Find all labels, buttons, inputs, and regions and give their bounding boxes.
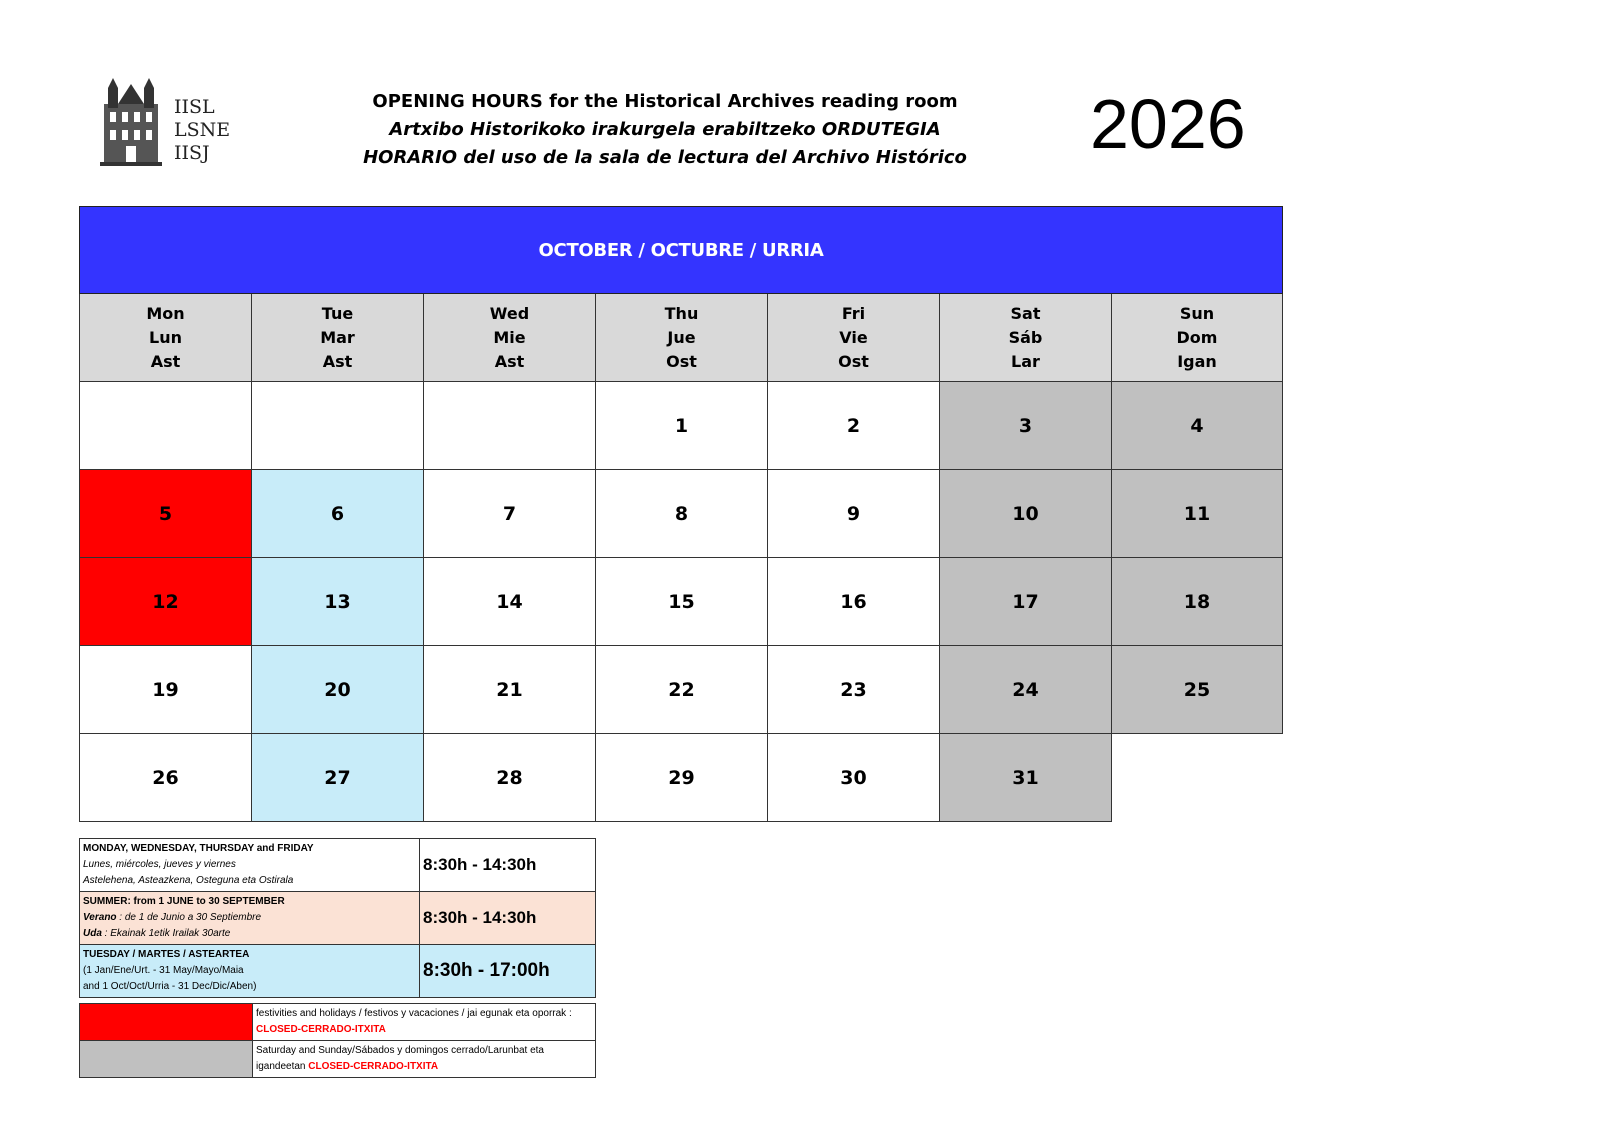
logo-line: IISJ	[174, 142, 210, 164]
day-cell-22: 22	[595, 646, 767, 734]
page-heading	[360, 88, 970, 172]
weekday-label: Sáb	[1008, 327, 1043, 347]
weekday-header-sun	[1111, 294, 1283, 382]
legend-tuesday-title: TUESDAY / MARTES / ASTEARTEA	[83, 949, 250, 960]
weekday-label: Jue	[667, 327, 696, 347]
day-cell-27: 27	[251, 734, 423, 822]
day-cell-30: 30	[767, 734, 939, 822]
weekday-label: Wed	[489, 303, 530, 323]
day-cell-25: 25	[1111, 646, 1283, 734]
weekday-label: Dom	[1176, 327, 1218, 347]
day-cell-28: 28	[423, 734, 595, 822]
day-cell-29: 29	[595, 734, 767, 822]
calendar-week-row	[79, 558, 1283, 646]
legend-row-holiday	[80, 1004, 596, 1041]
day-cell-21: 21	[423, 646, 595, 734]
day-cell-17: 17	[939, 558, 1111, 646]
calendar-grid	[79, 382, 1283, 822]
institution-logo	[96, 74, 236, 170]
legend-row-tuesday	[80, 945, 596, 998]
heading-english: OPENING HOURS for the Historical Archives reading room	[372, 91, 958, 112]
legend-row-regular	[80, 839, 596, 892]
day-cell-16: 16	[767, 558, 939, 646]
day-cell-12: 12	[79, 558, 251, 646]
day-cell-11: 11	[1111, 470, 1283, 558]
day-cell-7: 7	[423, 470, 595, 558]
legend-regular-eu: Astelehena, Asteazkena, Osteguna eta Ostirala	[83, 875, 294, 886]
month-header	[79, 206, 1283, 294]
weekday-header-tue	[251, 294, 423, 382]
month-title: OCTOBER / OCTUBRE / URRIA	[538, 239, 824, 261]
legend-holiday-note	[253, 1004, 596, 1041]
legend-summer-es: : de 1 de Junio a 30 Septiembre	[116, 912, 262, 923]
legend-table	[79, 838, 596, 998]
day-cell-24: 24	[939, 646, 1111, 734]
legend-weekend-text: Saturday and Sunday/Sábados y domingos cerrado/Larunbat eta igandeetan	[256, 1045, 544, 1072]
weekday-label: Ast	[494, 351, 525, 371]
legend-closed-table	[79, 1003, 596, 1078]
legend-summer-desc	[80, 892, 420, 945]
legend-row-summer	[80, 892, 596, 945]
weekday-label: Mie	[493, 327, 526, 347]
day-cell-1: 1	[595, 382, 767, 470]
calendar	[79, 206, 1283, 822]
day-cell-9: 9	[767, 470, 939, 558]
weekday-header-fri	[767, 294, 939, 382]
weekend-swatch	[80, 1041, 253, 1078]
weekday-label: Ost	[666, 351, 697, 371]
weekday-label: Mon	[146, 303, 185, 323]
logo-text	[174, 96, 230, 165]
day-cell-26: 26	[79, 734, 251, 822]
legend-regular-desc	[80, 839, 420, 892]
heading-spanish: HORARIO del uso de la sala de lectura del Archivo Histórico	[363, 147, 967, 168]
day-cell-14: 14	[423, 558, 595, 646]
day-cell-6: 6	[251, 470, 423, 558]
weekday-label: Sat	[1010, 303, 1041, 323]
legend-holiday-closed: CLOSED-CERRADO-ITXITA	[256, 1024, 386, 1035]
legend-summer-hours: 8:30h - 14:30h	[420, 892, 596, 945]
legend-summer-es-label: Verano	[83, 912, 117, 923]
legend-tuesday-range1: (1 Jan/Ene/Urt. - 31 May/Mayo/Maia	[83, 965, 244, 976]
legend-summer-title: SUMMER: from 1 JUNE to 30 SEPTEMBER	[83, 896, 285, 907]
legend-tuesday-range2: and 1 Oct/Oct/Urria - 31 Dec/Dic/Aben)	[83, 981, 257, 992]
day-cell-5: 5	[79, 470, 251, 558]
weekday-label: Mar	[320, 327, 355, 347]
day-cell-empty	[423, 382, 595, 470]
year-label: 2026	[1090, 85, 1246, 163]
day-cell-10: 10	[939, 470, 1111, 558]
logo-line: LSNE	[174, 119, 231, 141]
calendar-week-row	[79, 734, 1283, 822]
day-cell-18: 18	[1111, 558, 1283, 646]
legend-regular-es: Lunes, miércoles, jueves y viernes	[83, 859, 236, 870]
day-cell-empty	[251, 382, 423, 470]
day-cell-13: 13	[251, 558, 423, 646]
day-cell-19: 19	[79, 646, 251, 734]
weekday-header-mon	[79, 294, 251, 382]
legend-summer-eu: : Ekainak 1etik Irailak 30arte	[101, 928, 231, 939]
weekday-header-sat	[939, 294, 1111, 382]
weekday-header-row	[79, 294, 1283, 382]
weekday-label: Sun	[1179, 303, 1215, 323]
weekday-label: Tue	[321, 303, 354, 323]
legend-regular-hours: 8:30h - 14:30h	[420, 839, 596, 892]
day-cell-15: 15	[595, 558, 767, 646]
weekday-label: Vie	[839, 327, 868, 347]
building-icon	[96, 74, 166, 170]
weekday-label: Lun	[149, 327, 182, 347]
calendar-week-row	[79, 646, 1283, 734]
weekday-header-wed	[423, 294, 595, 382]
weekday-label: Ost	[838, 351, 869, 371]
weekday-label: Fri	[841, 303, 866, 323]
day-cell-4: 4	[1111, 382, 1283, 470]
legend-tuesday-desc	[80, 945, 420, 998]
calendar-week-row	[79, 470, 1283, 558]
weekday-label: Ast	[322, 351, 353, 371]
legend-weekend-note	[253, 1041, 596, 1078]
logo-line: IISL	[174, 96, 215, 118]
weekday-label: Igan	[1177, 351, 1217, 371]
calendar-week-row	[79, 382, 1283, 470]
legend-holiday-text: festivities and holidays / festivos y vacaciones / jai egunak eta oporrak :	[256, 1008, 572, 1019]
weekday-label: Ast	[150, 351, 181, 371]
day-cell-2: 2	[767, 382, 939, 470]
legend-summer-eu-label: Uda	[83, 928, 102, 939]
weekday-header-thu	[595, 294, 767, 382]
day-cell-3: 3	[939, 382, 1111, 470]
day-cell-23: 23	[767, 646, 939, 734]
holiday-swatch	[80, 1004, 253, 1041]
day-cell-empty	[1111, 734, 1283, 822]
legend-weekend-closed: CLOSED-CERRADO-ITXITA	[308, 1061, 439, 1072]
legend-regular-title: MONDAY, WEDNESDAY, THURSDAY and FRIDAY	[83, 843, 314, 854]
weekday-label: Lar	[1011, 351, 1040, 371]
day-cell-31: 31	[939, 734, 1111, 822]
heading-basque: Artxibo Historikoko irakurgela erabiltzeko ORDUTEGIA	[389, 119, 941, 140]
day-cell-20: 20	[251, 646, 423, 734]
legend-row-weekend	[80, 1041, 596, 1078]
weekday-label: Thu	[664, 303, 699, 323]
day-cell-empty	[79, 382, 251, 470]
day-cell-8: 8	[595, 470, 767, 558]
legend-tuesday-hours: 8:30h - 17:00h	[420, 945, 596, 998]
